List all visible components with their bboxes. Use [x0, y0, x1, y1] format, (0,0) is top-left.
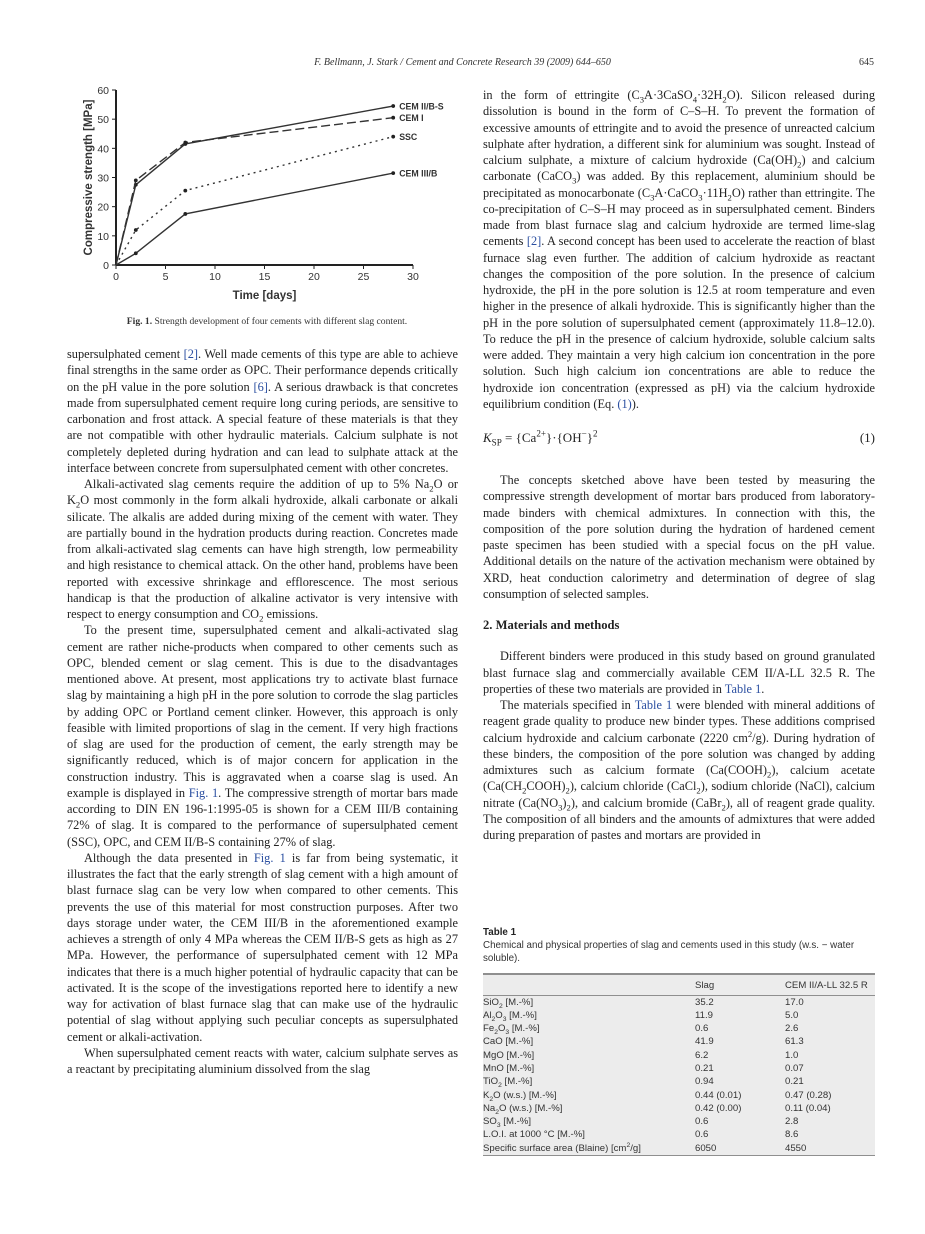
slag-value: 0.6: [695, 1129, 709, 1141]
slag-value: 0.21: [695, 1062, 714, 1074]
table-row: [483, 995, 875, 1009]
data-point-marker: [183, 141, 187, 145]
cem-value: 17.0: [785, 996, 804, 1008]
paragraph: Alkali-activated slag cements require the addition of up to 5% $Na_2O$ or $K_2O$ most commonly in the form alkali hydroxide, alkali carbonate or alkali silicate. The alkalis are added during mixing of the cement with water. They are partially bound in the hydration products during reaction. Concretes made from alkali-activated slag cements can have high strength, low permeability and high resistance to chemical attack. On the other hand, problems have been reported with excessive shrinkage and efflorescence. The most serious handicap is that the production of alkaline activator is very intensive with respect to energy consumption and $CO_2$ emissions.: [67, 477, 458, 624]
y-tick-label: 60: [97, 85, 109, 97]
paragraph: When supersulphated cement reacts with water, calcium sulphate serves as a reactant by precipitating aluminium dissolved from the slag: [67, 1045, 458, 1076]
x-tick-label: 0: [113, 271, 119, 283]
figure-label: Fig. 1.: [126, 316, 153, 327]
slag-value: 0.6: [695, 1116, 709, 1128]
table-row: [483, 1115, 875, 1128]
row-label: CaO [M.-%]: [483, 1036, 534, 1048]
row-label: L.O.I. at 1000 °C [M.-%]: [483, 1129, 585, 1141]
y-axis-label: Compressive strength [MPa]: [83, 99, 95, 256]
data-point-marker: [183, 189, 187, 193]
slag-value: 0.42 (0.00): [695, 1102, 742, 1114]
row-label: $SO_3$ [M.-%]: [483, 1116, 532, 1130]
data-point-marker: [134, 251, 138, 255]
row-label: MgO [M.-%]: [483, 1049, 535, 1061]
cem-value: 0.21: [785, 1076, 804, 1088]
row-label: $Al_2O_3$ [M.-%]: [483, 1009, 537, 1023]
paragraph: Although the data presented in Fig. 1 is far from being systematic, it illustrates the fact that the early strength of slag cement with a high amount of blast furnace slag can be very low when compared to other cements. This prevents the use of this material for most construction purposes. After two days storage under water, the CEM III/B in the aforementioned example achieves a strength of only 4 MPa whereas the CEM II/B-S gets as high as 27 MPa. However, the performance of supersulphated cement with 12 MPa indicates that there is a much higher potential of hydraulic capacity that can be activated. It is the scope of the investigations reported here to identify a new way for activation of blast furnace slag that can make use of the hydraulic potential of slag without applying such peculiar concepts as supersulphated cement or alkali-activation.: [67, 850, 458, 1044]
x-tick-label: 5: [162, 271, 169, 283]
series-line: [116, 118, 393, 265]
cem-value: 2.8: [785, 1116, 799, 1128]
table-header-row: [483, 974, 875, 995]
figure-link[interactable]: Fig. 1: [253, 850, 286, 865]
series-label: CEM III/B: [399, 168, 438, 179]
cem-value: 5.0: [785, 1009, 799, 1021]
equation-number: (1): [859, 430, 875, 445]
data-point-marker: [391, 171, 395, 175]
paragraph: The materials specified in Table 1 were blended with mineral additions of reagent grade quality to produce new binder types. These additions comprised calcium hydroxide and calcium carbonate (2220 $cm^2/g$). During hydration of these binders, the composition of the pore solution was changed by adding admixtures such as calcium formate $(Ca(COOH)_2)$, calcium acetate $(Ca(CH_2COOH)_2)$, calcium chloride (CaCl$_2$), sodium chloride (NaCl), calcium nitrate $(Ca(NO_3)_2)$, and calcium bromide (CaBr$_2$), all of reagent grade quality. The composition of all binders and the amounts of admixtures that were added during preparation of pastes and mortars are provided in: [483, 698, 876, 842]
table-caption: Chemical and physical properties of slag and cements used in this study (w.s. − water soluble).: [483, 940, 855, 964]
slag-value: 6.2: [695, 1049, 709, 1061]
series-label: CEM I: [399, 113, 424, 124]
table-row: [483, 1022, 875, 1035]
equation-link[interactable]: (1): [617, 396, 632, 411]
column-header: CEM II/A-LL 32.5 R: [785, 979, 868, 991]
row-label: Specific surface area (Blaine) $[cm^2/g]$: [483, 1141, 641, 1154]
table-link[interactable]: Table 1: [634, 698, 673, 712]
y-tick-label: 40: [97, 143, 109, 156]
running-head: [0, 57, 925, 73]
column-header: [483, 974, 695, 995]
slag-value: 35.2: [695, 996, 714, 1008]
data-point-marker: [134, 228, 138, 232]
left-column: [67, 346, 458, 1077]
paragraph: supersulphated cement [2]. Well made cements of this type are able to achieve final strengths in the same order as OPC. Their performance depends critically on the pH value in the pore solution [6]. A serious drawback is that concretes made from supersulphated cement require long curing periods, are sensitive to carbonation and frost attack. A special feature of these materials is that they are not compatible with other hydraulic materials. Calcium sulphate is not completely depleted during hydration and can lead to sulphate attack at the interface between concrete from supersulphated cement with other concretes.: [67, 347, 459, 475]
data-point-marker: [183, 212, 187, 216]
x-tick-label: 20: [308, 271, 320, 283]
properties-table: [483, 973, 875, 1156]
data-point-marker: [134, 179, 138, 183]
table-row: [483, 1075, 875, 1088]
cem-value: 0.11 (0.04): [785, 1102, 831, 1114]
x-tick-label: 25: [357, 271, 370, 283]
cem-value: 8.6: [785, 1129, 799, 1141]
table-row: [483, 1049, 875, 1062]
x-tick-label: 15: [258, 271, 271, 283]
figure-1: [62, 80, 472, 330]
cem-value: 1.0: [785, 1049, 799, 1061]
x-tick-label: 10: [209, 271, 221, 283]
cem-value: 0.07: [785, 1062, 804, 1074]
citation-link[interactable]: [2]: [183, 347, 199, 361]
slag-value: 41.9: [695, 1036, 714, 1048]
figure-caption: [62, 316, 472, 327]
y-tick-label: 20: [97, 201, 109, 214]
strength-chart: [62, 80, 472, 310]
table-row: [483, 1035, 875, 1048]
table-row: [483, 1128, 875, 1141]
x-axis-label: Time [days]: [232, 290, 297, 302]
series-label: CEM II/B-S: [399, 101, 444, 112]
x-tick-label: 30: [407, 271, 419, 283]
row-label: TiO$_2$ [M.-%]: [483, 1076, 533, 1090]
row-label: MnO [M.-%]: [483, 1062, 535, 1074]
figure-caption-text: Strength development of four cements with different slag content.: [154, 316, 408, 327]
journal-citation: F. Bellmann, J. Stark / Cement and Concrete Research 39 (2009) 644–650: [314, 57, 611, 68]
section-heading: 2. Materials and methods: [483, 618, 620, 632]
y-tick-label: 30: [97, 172, 109, 185]
cem-value: 0.47 (0.28): [785, 1089, 832, 1101]
citation-link[interactable]: [6]: [253, 379, 268, 394]
y-tick-label: 0: [103, 260, 109, 272]
table-row: [483, 1009, 875, 1022]
data-point-marker: [391, 116, 395, 120]
row-label: $Na_2O$ (w.s.) [M.-%]: [483, 1102, 563, 1116]
slag-value: 0.94: [695, 1076, 714, 1088]
slag-value: 11.9: [695, 1009, 713, 1021]
y-tick-label: 50: [97, 114, 109, 127]
series-line: [116, 106, 393, 265]
equation-1: [483, 430, 875, 452]
paragraph: Different binders were produced in this study based on ground granulated blast furnace slag and commercially available CEM II/A-LL 32.5 R. The properties of these two materials are provided in Table 1.: [483, 649, 875, 696]
table-title: Table 1: [483, 927, 517, 938]
table-link[interactable]: Table 1: [724, 681, 762, 696]
right-column: [483, 87, 875, 843]
table-row: [483, 1089, 875, 1102]
paragraph: To the present time, supersulphated cement and alkali-activated slag cement are rather niche-products when compared to other cements such as OPC, blended cement or slag cement. This is due to the disadvantages mentioned above. At present, most applications try to activate blast furnace slag by maintaining a high pH in the pore solution to corrode the slag particles by adding OPC or Portland cement clinker. However, this approach is only feasible with limited proportions of slag in the cement. If very high fractions of slag are used for the production of cement, the early strength may be significantly reduced, which is of major concern for application in the construction industry. This is aggravated when a coarse slag is used. An example is displayed in Fig. 1. The compressive strength of mortar bars made according to DIN EN 196-1:1995-05 is shown for a CEM III/B containing 72% of slag. It is compared to the performance of supersulphated cement (SSC), OPC, and CEM II/B-S containing 27% of slag.: [67, 623, 459, 849]
paragraph: The concepts sketched above have been tested by measuring the compressive strength development of mortar bars produced from laboratory-made binders with chemical admixtures. In connection with this, the composition of the pore solution during the hydration of hardened cement paste specimen has been studied with a special focus on the pH value. Additional details on the nature of the activation mechanism were obtained by XRD, heat conduction calorimetry and determination of degree of slag consumption of selected samples.: [483, 473, 875, 601]
page-number: 645: [859, 57, 874, 68]
table-row: [483, 1142, 875, 1156]
slag-value: 0.6: [695, 1023, 709, 1035]
row-label: SiO$_2$ [M.-%]: [483, 996, 534, 1010]
cem-value: 61.3: [785, 1036, 804, 1048]
figure-link[interactable]: Fig. 1: [188, 785, 219, 800]
row-label: $Fe_2O_3$ [M.-%]: [483, 1023, 540, 1036]
equation-body: $K_{SP} = \{Ca^{2+}\}\cdot\{OH^-\}^2$: [483, 428, 598, 448]
data-point-marker: [391, 104, 395, 108]
slag-value: 0.44 (0.01): [695, 1089, 742, 1101]
cem-value: 4550: [785, 1142, 807, 1154]
series-label: SSC: [399, 132, 418, 143]
y-tick-label: 10: [97, 230, 109, 243]
row-label: $K_2O$ (w.s.) [M.-%]: [483, 1089, 557, 1103]
cem-value: 2.6: [785, 1023, 799, 1035]
paragraph: in the form of ettringite $(C_3A\cdot 3CaSO_4\cdot 32H_2O)$. Silicon released during dissolution is bound in the form of C–S–H. To prevent the formation of excessive amounts of ettringite and to avoid the presence of unreacted calcium sulphate after hydration, a different sink for aluminium was sought. Instead of calcium sulphate, a mixture of calcium hydroxide $(Ca(OH)_2)$ and calcium carbonate (CaCO$_3$) was added. By this replacement, aluminium should be precipitated as monocarbonate $(C_3A\cdot CaCO_3\cdot 11H_2O)$ rather than ettringite. The co-precipitation of C–S–H may proceed as in supersulphated cement. Binders made from blast furnace slag and calcium hydroxide are termed lime-slag cements [2]. A second concept has been used to accelerate the reaction of blast furnace slag even further. The addition of calcium hydroxide as reactant changes the composition of the pore solution. In the presence of calcium hydroxide, the pH in the pore solution is 12.5 at room temperature and even higher in the presence of alkali hydroxide. This is significantly higher than the pH in the pore solution of supersulphated cement (approximately 11.8–12.0). To reduce the pH in the presence of calcium hydroxide, soluble calcium salts were added. They maintain a very high calcium ion concentration in the pore solution. Such high calcium ion concentrations are able to reduce the hydroxide ion concentration (expressed as pH) via the calcium hydroxide equilibrium condition (Eq. (1)).: [483, 88, 875, 411]
column-header: Slag: [695, 979, 715, 991]
table-row: [483, 1102, 875, 1115]
slag-value: 6050: [695, 1142, 717, 1154]
data-point-marker: [391, 135, 395, 139]
series-line: [116, 173, 393, 265]
table-row: [483, 1062, 875, 1075]
citation-link[interactable]: [2]: [526, 234, 542, 249]
table-1: [483, 926, 875, 1156]
